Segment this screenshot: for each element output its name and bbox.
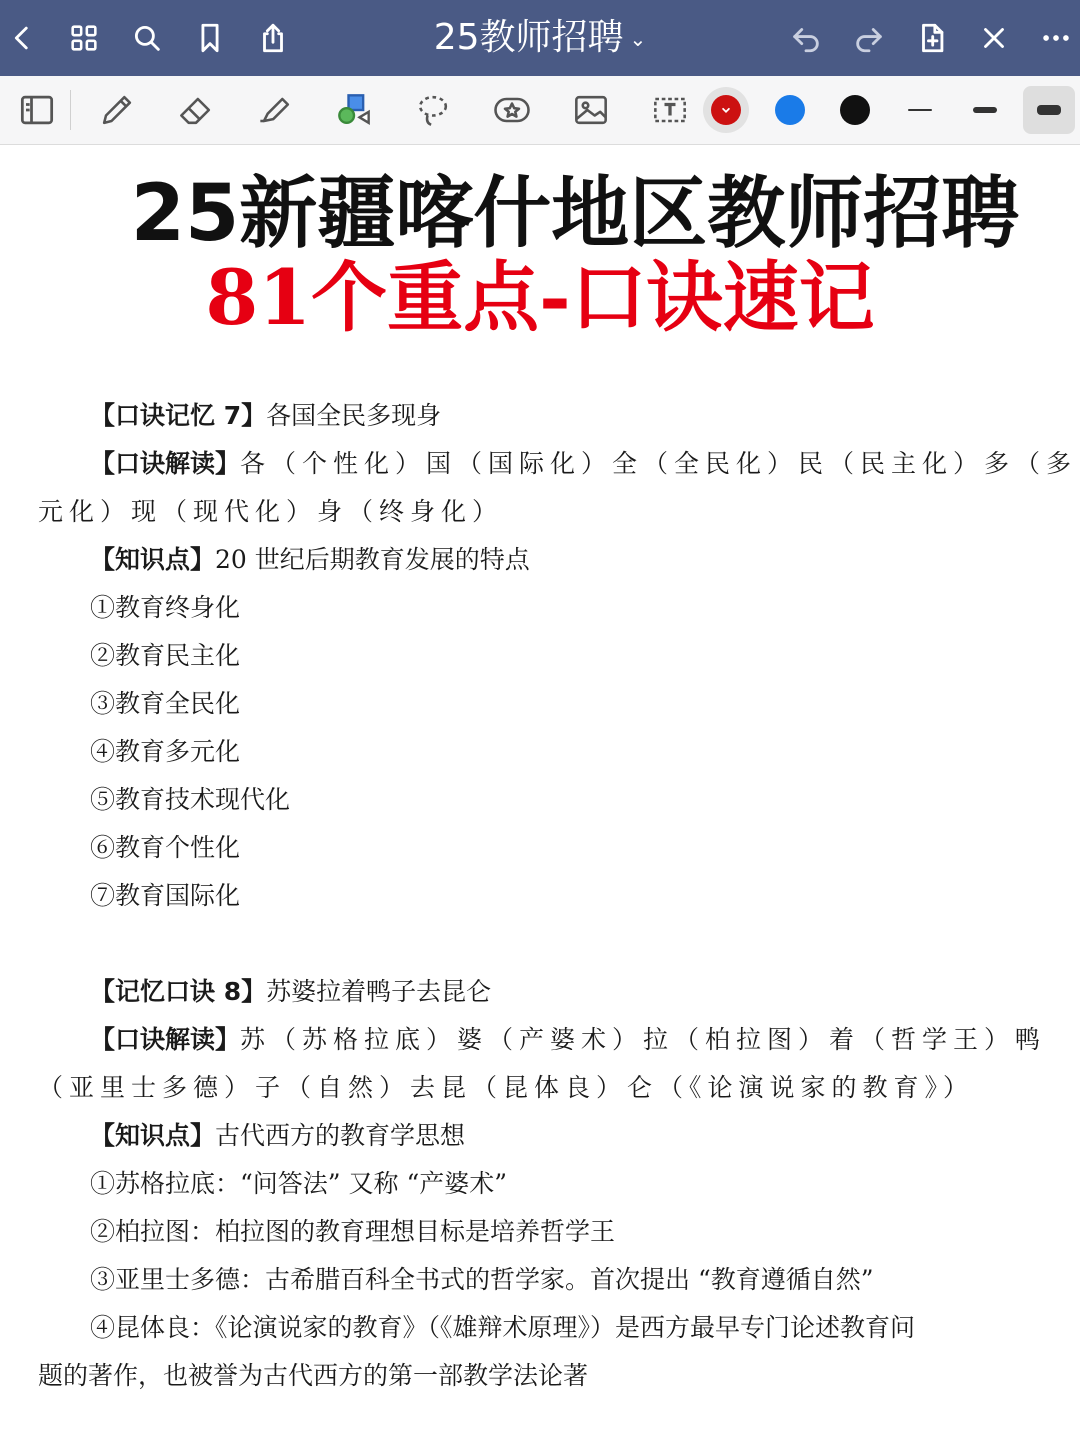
list-item: ④教育多元化 bbox=[90, 737, 241, 766]
knowledge-point-line: 【知识点】古代西方的教育学思想 bbox=[90, 1121, 466, 1150]
text-box-icon[interactable] bbox=[645, 86, 695, 134]
document-body bbox=[38, 392, 1078, 1400]
knowledge-point-line: 【知识点】20 世纪后期教育发展的特点 bbox=[90, 545, 530, 574]
page-subtitle: 81个重点-口诀速记 bbox=[205, 253, 875, 342]
toolbar-divider bbox=[70, 90, 71, 130]
redo-icon[interactable] bbox=[849, 18, 889, 58]
list-item: ⑤教育技术现代化 bbox=[90, 785, 291, 814]
stroke-medium[interactable] bbox=[959, 86, 1011, 134]
color-swatch-red[interactable] bbox=[711, 95, 741, 125]
reading-mode-icon[interactable] bbox=[12, 86, 62, 134]
top-nav-bar bbox=[0, 0, 1080, 76]
page-title: 25新疆喀什地区教师招聘 bbox=[130, 169, 1020, 259]
image-icon[interactable] bbox=[566, 86, 616, 134]
grid-icon[interactable] bbox=[64, 18, 104, 58]
mnemonic-line: 【口诀记忆 7】各国全民多现身 bbox=[90, 401, 442, 430]
close-icon[interactable] bbox=[974, 18, 1014, 58]
interpretation-line-cont: （亚里士多德）子（自然）去昆（昆体良）仑（《论演说家的教育》） bbox=[38, 1073, 975, 1102]
shapes-icon[interactable] bbox=[329, 86, 379, 134]
list-item: ②柏拉图：柏拉图的教育理想目标是培养哲学王 bbox=[90, 1217, 616, 1246]
add-page-icon[interactable] bbox=[912, 18, 952, 58]
mnemonic-line: 【记忆口诀 8】苏婆拉着鸭子去昆仑 bbox=[90, 977, 492, 1006]
back-icon[interactable] bbox=[2, 18, 42, 58]
list-item: ⑦教育国际化 bbox=[90, 881, 241, 910]
list-item: ③教育全民化 bbox=[90, 689, 241, 718]
share-icon[interactable] bbox=[253, 18, 293, 58]
chevron-down-icon bbox=[719, 103, 733, 117]
chevron-down-icon: ⌄ bbox=[629, 27, 647, 51]
list-item: ①教育终身化 bbox=[90, 593, 241, 622]
bookmark-icon[interactable] bbox=[190, 18, 230, 58]
eraser-icon[interactable] bbox=[171, 86, 221, 134]
highlighter-icon[interactable] bbox=[250, 86, 300, 134]
interpretation-line-cont: 元化）现（现代化）身（终身化） bbox=[38, 497, 504, 526]
stroke-thin[interactable] bbox=[894, 86, 946, 134]
drawing-toolbar bbox=[0, 76, 1080, 145]
lasso-icon[interactable] bbox=[408, 86, 458, 134]
list-item: ②教育民主化 bbox=[90, 641, 241, 670]
search-icon[interactable] bbox=[127, 18, 167, 58]
stroke-thick[interactable] bbox=[1023, 86, 1075, 134]
more-icon[interactable] bbox=[1036, 18, 1076, 58]
list-item: ④昆体良：《论演说家的教育》（《雄辩术原理》）是西方最早专门论述教育问 bbox=[90, 1313, 916, 1342]
interpretation-line: 【口诀解读】苏（苏格拉底）婆（产婆术）拉（柏拉图）着（哲学王）鸭 bbox=[90, 1025, 1047, 1054]
sticker-icon[interactable] bbox=[487, 86, 537, 134]
list-item-cont: 题的著作，也被誉为古代西方的第一部教学法论著 bbox=[38, 1361, 589, 1390]
pen-icon[interactable] bbox=[92, 86, 142, 134]
document-title[interactable]: 25教师招聘 ⌄ bbox=[433, 17, 647, 58]
list-item: ③亚里士多德：古希腊百科全书式的哲学家。首次提出 “教育遵循自然” bbox=[90, 1265, 874, 1294]
section-gap bbox=[38, 920, 1018, 968]
list-item: ⑥教育个性化 bbox=[90, 833, 241, 862]
undo-icon[interactable] bbox=[786, 18, 826, 58]
list-item: ①苏格拉底：“问答法” 又称 “产婆术” bbox=[90, 1169, 508, 1198]
color-swatch-blue[interactable] bbox=[775, 95, 805, 125]
color-swatch-black[interactable] bbox=[840, 95, 870, 125]
interpretation-line: 【口诀解读】各（个性化）国（国际化）全（全民化）民（民主化）多（多 bbox=[90, 449, 1078, 478]
